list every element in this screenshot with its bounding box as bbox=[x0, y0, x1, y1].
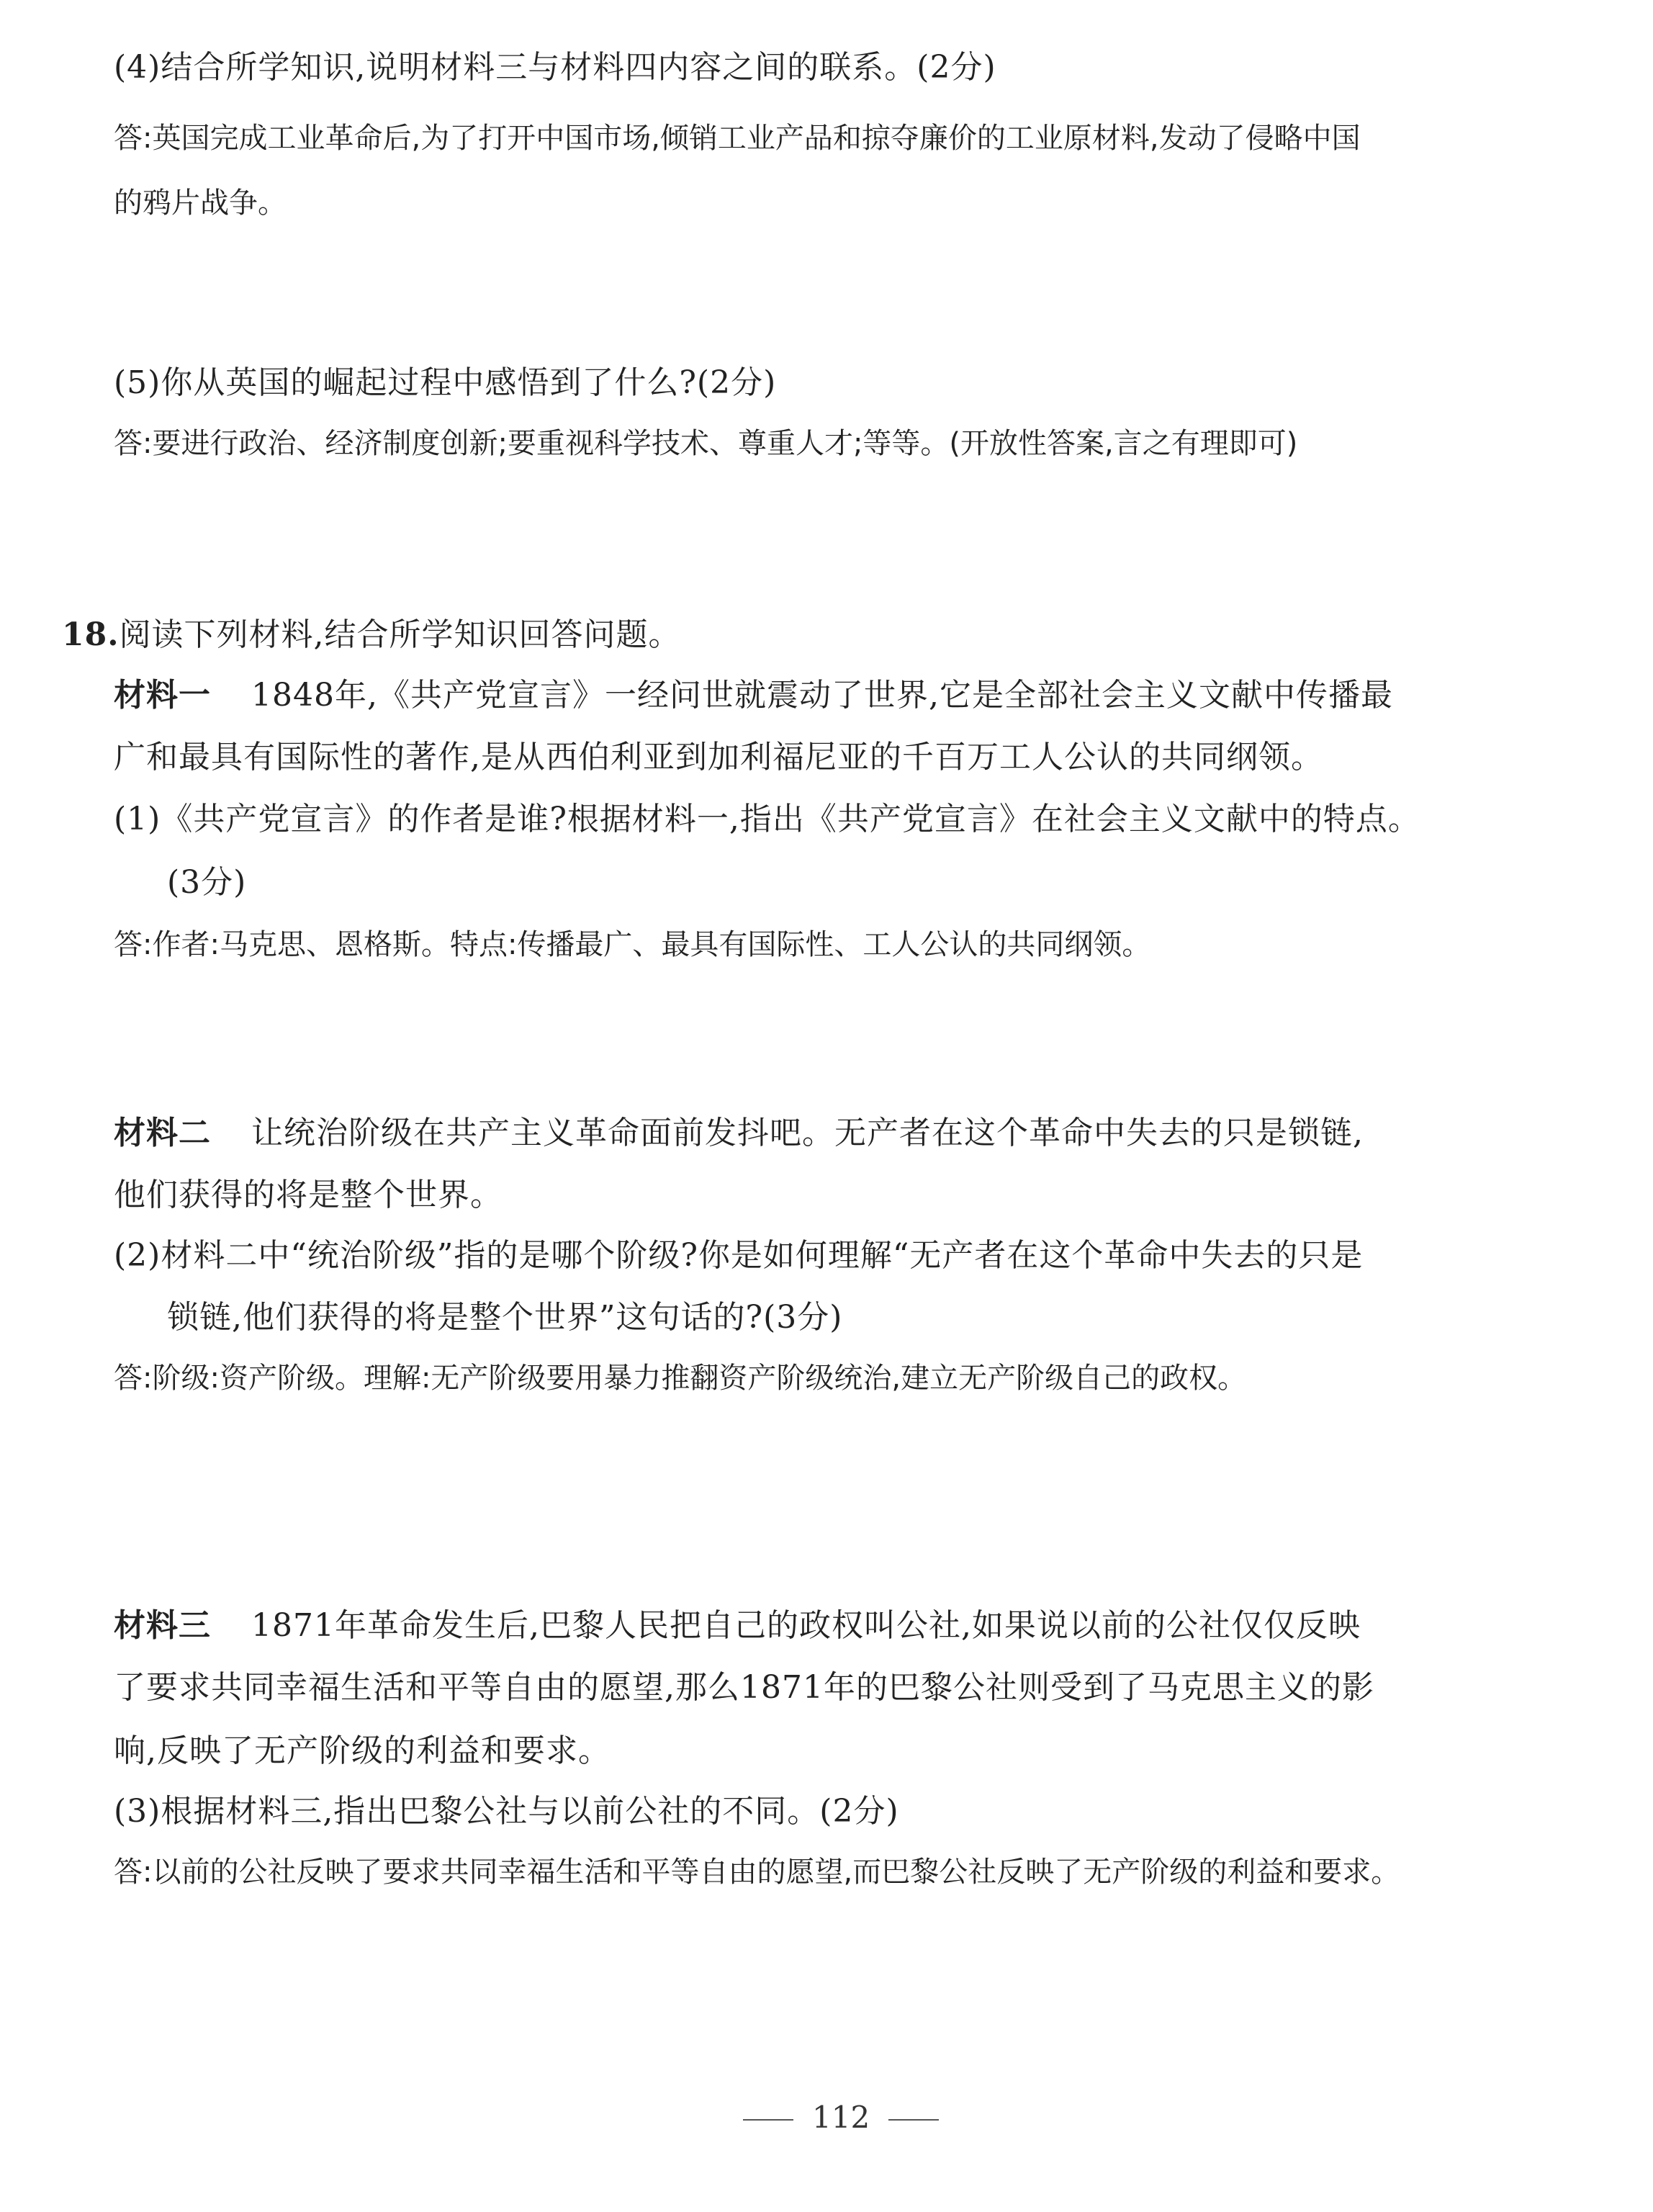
q18-sub2-question-line2: 锁链,他们获得的将是整个世界”这句话的?(3分) bbox=[167, 1299, 843, 1336]
q17-sub4-answer-line1: 答:英国完成工业革命后,为了打开中国市场,倾销工业产品和掠夺廉价的工业原材料,发动了侵略中国 bbox=[114, 122, 1361, 155]
material3-line1 bbox=[114, 1607, 1361, 1644]
q17-sub4-answer-line2: 的鸦片战争。 bbox=[114, 186, 287, 220]
material1-text-line2: 广和最具有国际性的著作,是从西伯利亚到加利福尼亚的千百万工人公认的共同纲领。 bbox=[114, 739, 1323, 775]
q18-sub1-question-line1: (1)《共产党宣言》的作者是谁?根据材料一,指出《共产党宣言》在社会主义文献中的特点。 bbox=[114, 801, 1420, 837]
q18-number: 18. bbox=[62, 616, 120, 653]
material3-text-line1: 1871年革命发生后,巴黎人民把自己的政权叫公社,如果说以前的公社仅仅反映 bbox=[251, 1607, 1361, 1644]
q18-sub3-answer: 答:以前的公社反映了要求共同幸福生活和平等自由的愿望,而巴黎公社反映了无产阶级的利益和要求。 bbox=[114, 1856, 1400, 1889]
material3-label: 材料三 bbox=[114, 1607, 211, 1644]
q18-intro: 阅读下列材料,结合所学知识回答问题。 bbox=[119, 616, 681, 653]
footer-dash-left bbox=[743, 2119, 793, 2121]
page-number: 112 bbox=[812, 2100, 870, 2135]
material1-text-line1: 1848年,《共产党宣言》一经问世就震动了世界,它是全部社会主义文献中传播最 bbox=[251, 677, 1393, 714]
material2-line1 bbox=[114, 1115, 1364, 1151]
q17-sub4-question: (4)结合所学知识,说明材料三与材料四内容之间的联系。(2分) bbox=[114, 49, 996, 86]
material2-text-line2: 他们获得的将是整个世界。 bbox=[114, 1177, 503, 1213]
q18-sub2-question-line1: (2)材料二中“统治阶级”指的是哪个阶级?你是如何理解“无产者在这个革命中失去的只是 bbox=[114, 1237, 1364, 1274]
q17-sub5-question: (5)你从英国的崛起过程中感悟到了什么?(2分) bbox=[114, 364, 777, 401]
q17-sub5-answer: 答:要进行政治、经济制度创新;要重视科学技术、尊重人才;等等。(开放性答案,言之有理即可) bbox=[114, 427, 1298, 460]
material1-label: 材料一 bbox=[114, 677, 211, 714]
material1-line1 bbox=[114, 677, 1393, 714]
q18-sub1-answer: 答:作者:马克思、恩格斯。特点:传播最广、最具有国际性、工人公认的共同纲领。 bbox=[114, 928, 1151, 961]
material2-text-line1: 让统治阶级在共产主义革命面前发抖吧。无产者在这个革命中失去的只是锁链, bbox=[251, 1115, 1364, 1151]
material2-label: 材料二 bbox=[114, 1115, 211, 1151]
footer-dash-right bbox=[888, 2119, 939, 2121]
q18-intro-line bbox=[62, 616, 681, 653]
material3-text-line2: 了要求共同幸福生活和平等自由的愿望,那么1871年的巴黎公社则受到了马克思主义的影 bbox=[114, 1669, 1374, 1706]
q18-sub2-answer: 答:阶级:资产阶级。理解:无产阶级要用暴力推翻资产阶级统治,建立无产阶级自己的政权。 bbox=[114, 1362, 1247, 1395]
page-footer bbox=[724, 2100, 958, 2135]
q18-sub3-question: (3)根据材料三,指出巴黎公社与以前公社的不同。(2分) bbox=[114, 1793, 899, 1830]
material3-text-line3: 响,反映了无产阶级的利益和要求。 bbox=[114, 1732, 611, 1769]
q18-sub1-question-line2: (3分) bbox=[167, 864, 247, 901]
